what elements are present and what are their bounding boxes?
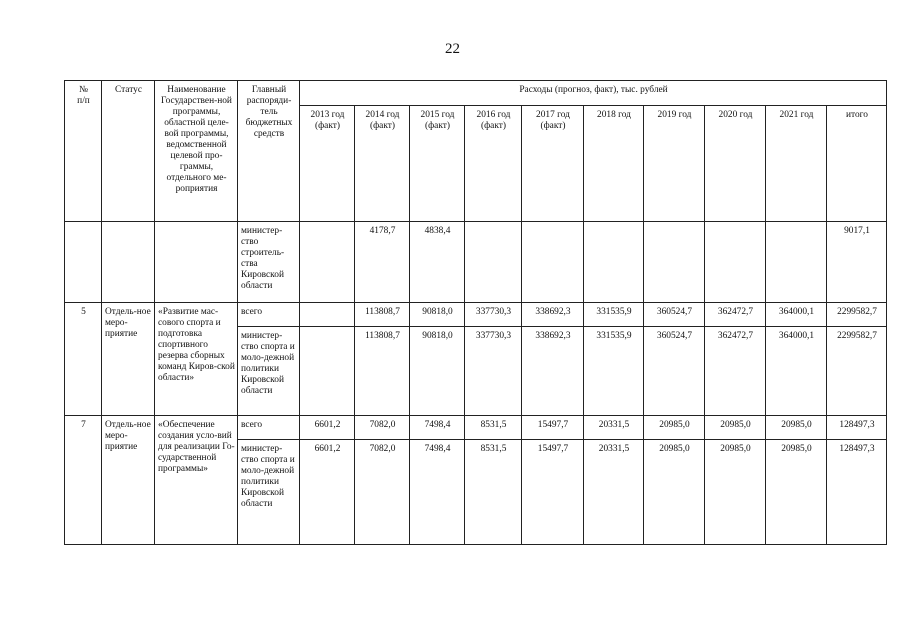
cell-value: 360524,7	[644, 327, 705, 416]
row-name: «Обеспечение создания усло-вий для реализации Го-сударственной программы»	[155, 416, 238, 545]
row-name: «Развитие мас-сового спорта и подготовка спортивного резерва сборных команд Киров-ской области»	[155, 303, 238, 416]
cell-total: 128497,3	[827, 440, 887, 545]
cell-value: 20985,0	[644, 440, 705, 545]
row-administrator: министер-ство спорта и моло-дежной политики Кировской области	[238, 440, 300, 545]
cell-value	[522, 222, 584, 303]
cell-value: 113808,7	[355, 303, 410, 327]
header-year: 2020 год	[705, 106, 766, 222]
cell-value: 20985,0	[766, 440, 827, 545]
header-year: 2017 год (факт)	[522, 106, 584, 222]
header-year: 2015 год (факт)	[410, 106, 465, 222]
page-number: 22	[445, 41, 460, 57]
cell-value: 362472,7	[705, 303, 766, 327]
row-administrator: министер-ство спорта и моло-дежной политики Кировской области	[238, 327, 300, 416]
header-year: 2018 год	[584, 106, 644, 222]
cell-total: 9017,1	[827, 222, 887, 303]
cell-value: 7082,0	[355, 416, 410, 440]
header-row-top	[65, 81, 887, 106]
cell-value: 337730,3	[465, 327, 522, 416]
cell-value: 331535,9	[584, 303, 644, 327]
cell-value: 7498,4	[410, 440, 465, 545]
cell-value: 20331,5	[584, 440, 644, 545]
cell-total: 2299582,7	[827, 327, 887, 416]
header-year: 2016 год (факт)	[465, 106, 522, 222]
cell-value	[300, 327, 355, 416]
cell-value	[584, 222, 644, 303]
row-administrator: всего	[238, 416, 300, 440]
table-row	[65, 416, 887, 440]
cell-value: 364000,1	[766, 303, 827, 327]
cell-value: 90818,0	[410, 303, 465, 327]
cell-total: 128497,3	[827, 416, 887, 440]
cell-value	[644, 222, 705, 303]
cell-value: 338692,3	[522, 303, 584, 327]
cell-value: 15497,7	[522, 416, 584, 440]
cell-value: 7498,4	[410, 416, 465, 440]
cell-value: 8531,5	[465, 440, 522, 545]
header-status: Статус	[102, 81, 155, 222]
cell-value: 20985,0	[644, 416, 705, 440]
cell-value: 6601,2	[300, 416, 355, 440]
table-row	[65, 303, 887, 327]
header-number: № п/п	[65, 81, 102, 222]
row-administrator: всего	[238, 303, 300, 327]
cell-value	[300, 222, 355, 303]
row-number: 7	[65, 416, 102, 545]
header-year: 2014 год (факт)	[355, 106, 410, 222]
cell-total: 2299582,7	[827, 303, 887, 327]
header-expenses: Расходы (прогноз, факт), тыс. рублей	[300, 81, 887, 106]
row-status	[102, 222, 155, 303]
row-number	[65, 222, 102, 303]
cell-value: 15497,7	[522, 440, 584, 545]
cell-value: 337730,3	[465, 303, 522, 327]
header-year: 2013 год (факт)	[300, 106, 355, 222]
cell-value: 4178,7	[355, 222, 410, 303]
cell-value	[465, 222, 522, 303]
cell-value: 20985,0	[705, 416, 766, 440]
header-name: Наименование Государствен-ной программы, областной целе-вой программы, ведомственной целевой про-граммы, отдельного ме-роприятия	[155, 81, 238, 222]
cell-value	[300, 303, 355, 327]
header-administrator: Главный распоряди-тель бюджетных средств	[238, 81, 300, 222]
cell-value: 6601,2	[300, 440, 355, 545]
cell-value: 7082,0	[355, 440, 410, 545]
cell-value	[766, 222, 827, 303]
cell-value: 20331,5	[584, 416, 644, 440]
cell-value: 20985,0	[705, 440, 766, 545]
cell-value: 331535,9	[584, 327, 644, 416]
cell-value: 338692,3	[522, 327, 584, 416]
row-number: 5	[65, 303, 102, 416]
cell-value: 4838,4	[410, 222, 465, 303]
budget-table	[64, 80, 887, 545]
row-name	[155, 222, 238, 303]
cell-value: 360524,7	[644, 303, 705, 327]
header-year: 2021 год	[766, 106, 827, 222]
cell-value: 364000,1	[766, 327, 827, 416]
cell-value: 90818,0	[410, 327, 465, 416]
cell-value: 113808,7	[355, 327, 410, 416]
cell-value: 362472,7	[705, 327, 766, 416]
table-row	[65, 222, 887, 303]
row-status: Отдель-ное меро-приятие	[102, 303, 155, 416]
cell-value: 20985,0	[766, 416, 827, 440]
header-year: 2019 год	[644, 106, 705, 222]
cell-value: 8531,5	[465, 416, 522, 440]
row-status: Отдель-ное меро-приятие	[102, 416, 155, 545]
cell-value	[705, 222, 766, 303]
row-administrator: министер-ство строитель-ства Кировской области	[238, 222, 300, 303]
header-total: итого	[827, 106, 887, 222]
